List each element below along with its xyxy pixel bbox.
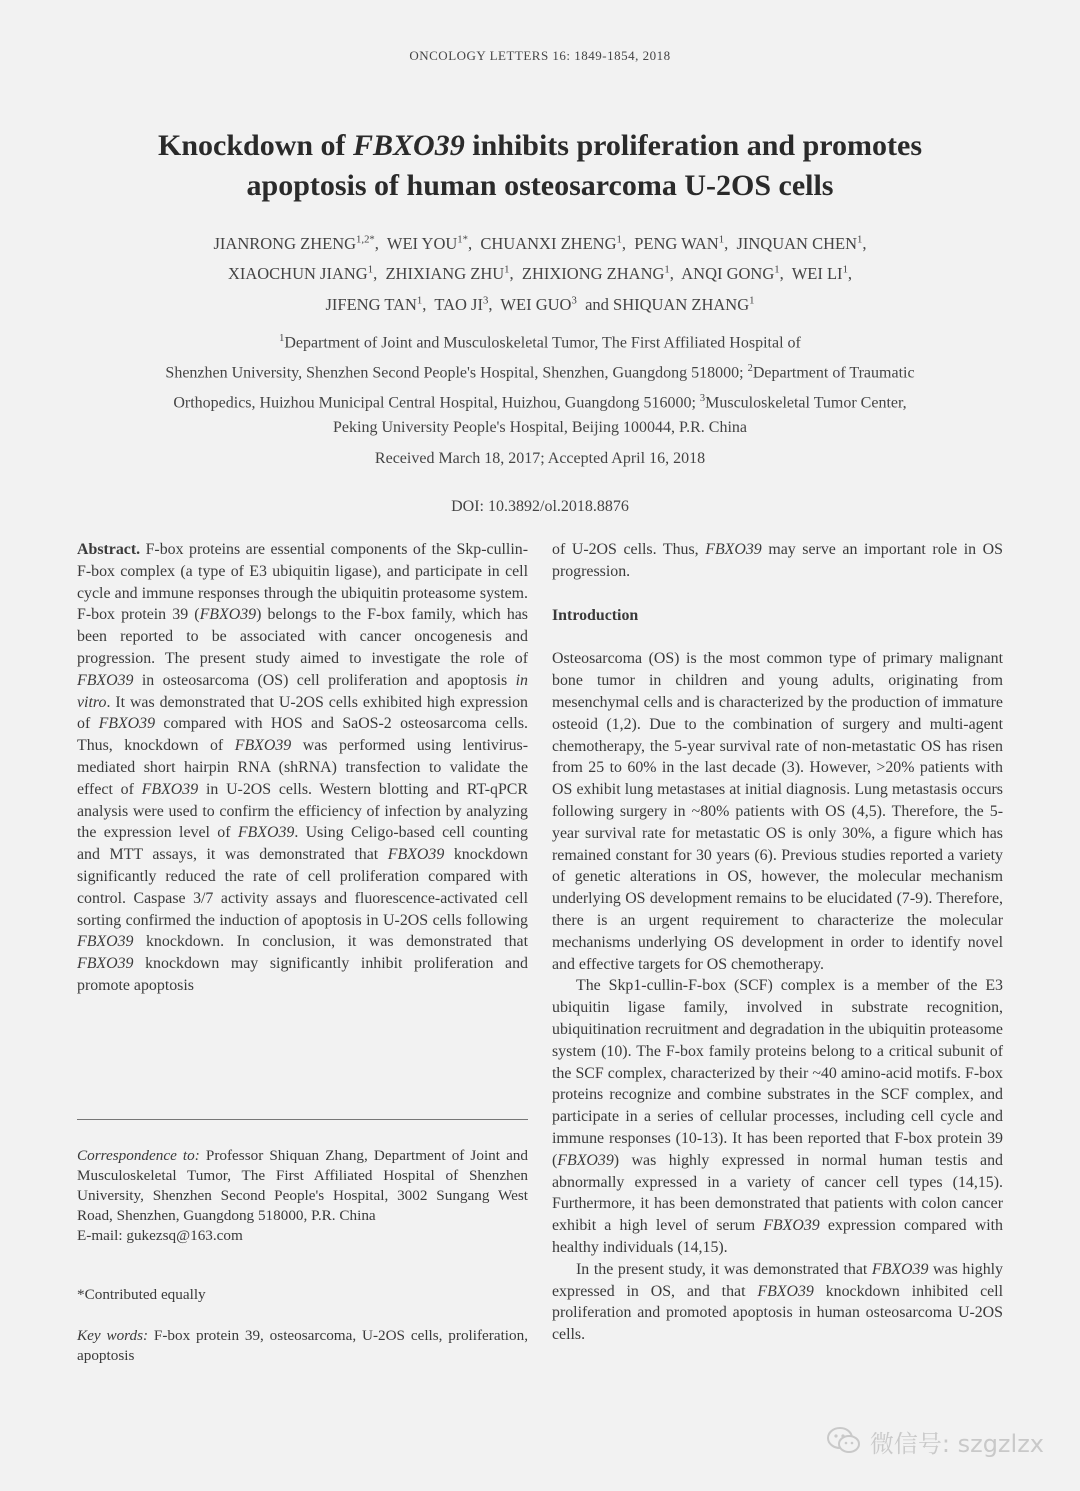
author: ZHIXIANG ZHU$^1$, [385,263,522,283]
wechat-watermark [826,1424,1044,1458]
correspondence: Correspondence to: Professor Shiquan Zhang, Department of Joint and Musculoskeletal Tumor, The First Affiliated Hospital of Shenzhen University, Shenzhen Second People's Hospital, 3002 Sungang West Road, Shenzhen, Guangdong 518000, P.R. China E-mail: gukezsq@163.com [77,1147,528,1244]
intro-paragraph: Osteosarcoma (OS) is the most common type of primary malignant bone tumor in children and young adults, originating from mesenchymal cells and is characterized by the production of immature osteoid (1,2). Due to the combination of surgery and multi-agent chemotherapy, the 5-year survival rate of non-metastatic OS has risen from 25 to 60% in the last decade (3). However, >20% patients with OS exhibit lung metastases at initial diagnosis. Lung metastasis occurs following surgery in ~80% patients with OS (4,5). Therefore, the 5-year survival rate for metastatic OS is only 30%, a figure which has remained constant for 30 years (6). Previous studies reported a variety of genetic alterations in OS, however, the molecular mechanism underlying OS development remains to be elucidated (7-9). Therefore, there is an urgent requirement to characterize the molecular mechanisms underlying OS development in order to identify novel and effective targets for OS chemotherapy. [552,650,1003,973]
abstract: Abstract. F-box proteins are essential components of the Skp-cullin-F-box complex (a type of E3 ubiquitin ligase), and participate in cell cycle and immune responses through the ubiquitin proteasome system. F-box protein 39 (FBXO39) belongs to the F-box family, which has been reported to be associated with cancer oncogenesis and progression. The present study aimed to investigate the role of FBXO39 in osteosarcoma (OS) cell proliferation and apoptosis in vitro. It was demonstrated that U-2OS cells exhibited high expression of FBXO39 compared with HOS and SaOS-2 osteosarcoma cells. Thus, knockdown of FBXO39 was performed using lentivirus-mediated short hairpin RNA (shRNA) transfection to validate the effect of FBXO39 in U-2OS cells. Western blotting and RT-qPCR analysis were used to confirm the efficiency of infection by analyzing the expression level of FBXO39. Using Celigo-based cell counting and MTT assays, it was demonstrated that FBXO39 knockdown significantly reduced the rate of cell proliferation compared with control. Caspase 3/7 activity assays and fluorescence-activated cell sorting confirmed the induction of apoptosis in U-2OS cells following FBXO39 knockdown. In conclusion, it was demonstrated that FBXO39 knockdown may significantly inhibit proliferation and promote apoptosis [77,541,529,994]
author: ZHIXIONG ZHANG$^1$, [521,263,682,283]
affiliations: $^1$Department of Joint and Musculoskeletal Tumor, The First Affiliated Hospital of Shenzhen University, Shenzhen Second People's Hospital, Shenzhen, Guangdong 518000; $^2$Department of Traumatic Orthopedics, Huizhou Municipal Central Hospital, Huizhou, Guangdong 516000; $^3$Musculoskeletal Tumor Center, Peking University People's Hospital, Beijing 100044, P.R. China [165,333,915,437]
author: WEI GUO$^3$ [500,294,577,314]
title-part2: inhibits proliferation and promotes [464,129,923,162]
author: and SHIQUAN ZHANG$^1$ [585,294,755,314]
author: WEI $LI^1$, [791,263,853,283]
footnote-divider [77,1119,528,1120]
right-column [552,539,1003,1346]
author: JIFENG TAN$^1$, [325,294,435,314]
received-dates: Received March 18, 2017; Accepted April 16, 2018 [374,450,706,467]
introduction-heading: Introduction [552,606,639,624]
title-gene: FBXO39 [353,129,465,162]
intro-paragraph: The Skp1-cullin-F-box (SCF) complex is a member of the E3 ubiquitin ligase family, involved in substrate recognition, ubiquitination recruitment and degradation in the ubiquitin proteasome system (10). The F-box family proteins belong to a critical subunit of the SCF complex, characterized by their ~40 amino-acid motifs. F-box proteins recognize and combine substrates in the SCF complex, and participate in a series of cellular processes, including cell cycle and immune responses (10-13). It has been reported that F-box protein 39 (FBXO39) was highly expressed in normal human testis and abnormally expressed in a variety of cancer cell types (14,15). Furthermore, it has been demonstrated that patients with colon cancer exhibit a high level of serum FBXO39 expression compared with healthy individuals (14,15). [552,977,1003,1256]
doi: DOI: 10.3892/ol.2018.8876 [451,498,629,515]
author-line [60,226,1020,257]
abstract-label: Abstract. [77,541,141,558]
author-line [60,257,1020,288]
author: JINQUAN CHEN$^1$, [736,233,867,253]
abstract-continued: of U-2OS cells. Thus, FBXO39 may serve an important role in OS progression. [552,541,1003,580]
author-list [60,226,1020,318]
author: CHUANXI ZHENG$^1$, [480,233,635,253]
intro-paragraph: In the present study, it was demonstrated that FBXO39 was highly expressed in OS, and that FBXO39 knockdown inhibited cell proliferation and promoted apoptosis in human osteosarcoma U-2OS cells. [552,1260,1004,1344]
author: TAO $JI^3$, [434,294,501,314]
journal-header: ONCOLOGY LETTERS 16: 1849-1854, 2018 [409,48,671,63]
keywords: Key words: F-box protein 39, osteosarcoma, U-2OS cells, proliferation, apoptosis [77,1327,528,1364]
author-line [60,287,1020,318]
watermark-text: 微信号: szgzlzx [869,1429,1044,1458]
email: E-mail: gukezsq@163.com [77,1227,243,1244]
author: WEI $YOU^{1*}$, [386,233,481,253]
author: PENG WAN$^1$, [634,233,737,253]
wechat-icon [826,1426,862,1456]
paper-title [60,126,1020,206]
author: JIANRONG $ZHENG^{1,2*}$, [213,233,387,253]
author: XIAOCHUN JIANG$^1$, [227,263,386,283]
author: ANQI GONG$^1$, [681,263,792,283]
title-line2: apoptosis of human osteosarcoma U-2OS cells [246,169,834,202]
contributed-note: *Contributed equally [77,1286,206,1303]
title-part1: Knockdown of [157,129,354,162]
